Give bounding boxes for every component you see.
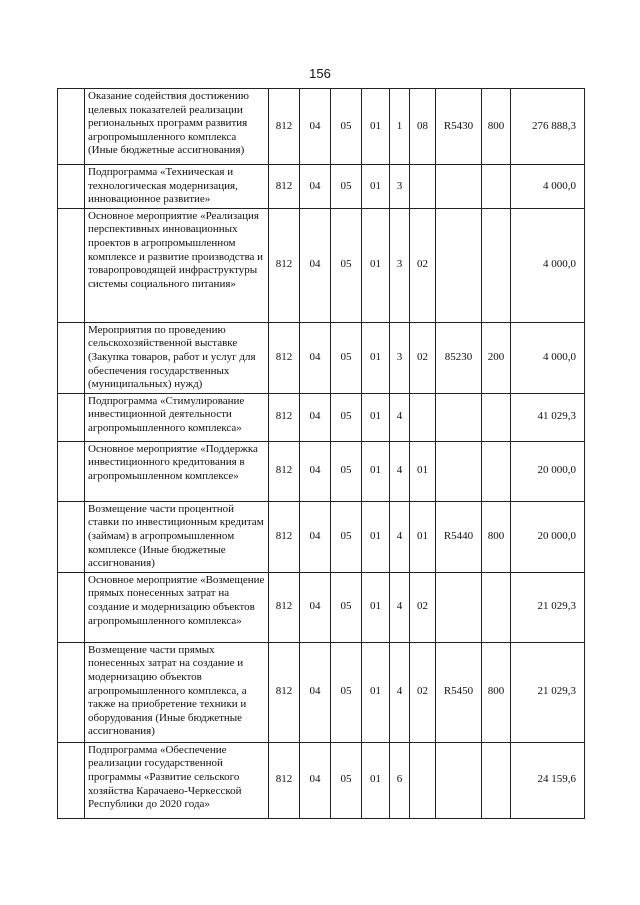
expense-type-code bbox=[482, 393, 511, 441]
direction-code bbox=[436, 572, 482, 642]
program-code: 01 bbox=[362, 441, 390, 501]
subprogram-code: 3 bbox=[390, 208, 410, 322]
row-amount: 20 000,0 bbox=[511, 501, 585, 572]
subprogram-code: 4 bbox=[390, 393, 410, 441]
row-name: Возмещение части прямых понесенных затрат на создание и модернизацию объектов агропромышленного комплекса, а также на приобретение техники и оборудования (Иные бюджетные ассигнования) bbox=[85, 642, 269, 742]
row-margin-cell bbox=[58, 441, 85, 501]
row-margin-cell bbox=[58, 393, 85, 441]
subprogram-code: 4 bbox=[390, 572, 410, 642]
program-code: 01 bbox=[362, 165, 390, 209]
ministry-code: 812 bbox=[269, 501, 300, 572]
row-name: Подпрограмма «Техническая и технологическая модернизация, инновационное развитие» bbox=[85, 165, 269, 209]
subsection-code: 05 bbox=[331, 642, 362, 742]
expense-type-code bbox=[482, 742, 511, 818]
table-row bbox=[58, 322, 585, 393]
event-code: 01 bbox=[410, 501, 436, 572]
subsection-code: 05 bbox=[331, 165, 362, 209]
row-name: Основное мероприятие «Реализация перспективных инновационных проектов в агропромышленном комплексе и развитие производства и товаропроводящей инфраструктуры системы социального питания» bbox=[85, 208, 269, 322]
ministry-code: 812 bbox=[269, 572, 300, 642]
section-code: 04 bbox=[300, 89, 331, 165]
direction-code bbox=[436, 165, 482, 209]
row-amount: 276 888,3 bbox=[511, 89, 585, 165]
row-amount: 21 029,3 bbox=[511, 572, 585, 642]
ministry-code: 812 bbox=[269, 393, 300, 441]
row-name: Возмещение части процентной ставки по инвестиционным кредитам (займам) в агропромышленном комплексе (Иные бюджетные ассигнования) bbox=[85, 501, 269, 572]
event-code: 02 bbox=[410, 642, 436, 742]
subprogram-code: 4 bbox=[390, 441, 410, 501]
section-code: 04 bbox=[300, 208, 331, 322]
direction-code: R5430 bbox=[436, 89, 482, 165]
direction-code bbox=[436, 393, 482, 441]
expense-type-code bbox=[482, 165, 511, 209]
section-code: 04 bbox=[300, 393, 331, 441]
direction-code: R5440 bbox=[436, 501, 482, 572]
row-amount: 21 029,3 bbox=[511, 642, 585, 742]
table-row bbox=[58, 165, 585, 209]
row-amount: 41 029,3 bbox=[511, 393, 585, 441]
program-code: 01 bbox=[362, 742, 390, 818]
event-code bbox=[410, 165, 436, 209]
event-code: 08 bbox=[410, 89, 436, 165]
table-row bbox=[58, 742, 585, 818]
expense-type-code bbox=[482, 441, 511, 501]
subsection-code: 05 bbox=[331, 441, 362, 501]
section-code: 04 bbox=[300, 441, 331, 501]
section-code: 04 bbox=[300, 742, 331, 818]
subprogram-code: 4 bbox=[390, 501, 410, 572]
program-code: 01 bbox=[362, 322, 390, 393]
row-margin-cell bbox=[58, 208, 85, 322]
subsection-code: 05 bbox=[331, 501, 362, 572]
row-margin-cell bbox=[58, 642, 85, 742]
row-amount: 20 000,0 bbox=[511, 441, 585, 501]
section-code: 04 bbox=[300, 572, 331, 642]
table-row bbox=[58, 89, 585, 165]
row-name: Основное мероприятие «Возмещение прямых понесенных затрат на создание и модернизацию объектов агропромышленного комплекса» bbox=[85, 572, 269, 642]
row-name: Подпрограмма «Стимулирование инвестиционной деятельности агропромышленного комплекса» bbox=[85, 393, 269, 441]
row-amount: 24 159,6 bbox=[511, 742, 585, 818]
program-code: 01 bbox=[362, 501, 390, 572]
event-code: 02 bbox=[410, 208, 436, 322]
event-code bbox=[410, 742, 436, 818]
program-code: 01 bbox=[362, 393, 390, 441]
subprogram-code: 1 bbox=[390, 89, 410, 165]
row-amount: 4 000,0 bbox=[511, 322, 585, 393]
ministry-code: 812 bbox=[269, 208, 300, 322]
expense-type-code bbox=[482, 572, 511, 642]
subsection-code: 05 bbox=[331, 89, 362, 165]
event-code: 01 bbox=[410, 441, 436, 501]
subprogram-code: 4 bbox=[390, 642, 410, 742]
row-margin-cell bbox=[58, 572, 85, 642]
event-code: 02 bbox=[410, 322, 436, 393]
ministry-code: 812 bbox=[269, 89, 300, 165]
row-margin-cell bbox=[58, 742, 85, 818]
subsection-code: 05 bbox=[331, 742, 362, 818]
section-code: 04 bbox=[300, 642, 331, 742]
subsection-code: 05 bbox=[331, 322, 362, 393]
program-code: 01 bbox=[362, 208, 390, 322]
expense-type-code: 800 bbox=[482, 501, 511, 572]
table-row bbox=[58, 501, 585, 572]
ministry-code: 812 bbox=[269, 165, 300, 209]
expense-type-code: 200 bbox=[482, 322, 511, 393]
row-margin-cell bbox=[58, 322, 85, 393]
program-code: 01 bbox=[362, 572, 390, 642]
subprogram-code: 3 bbox=[390, 165, 410, 209]
ministry-code: 812 bbox=[269, 742, 300, 818]
ministry-code: 812 bbox=[269, 441, 300, 501]
subsection-code: 05 bbox=[331, 572, 362, 642]
program-code: 01 bbox=[362, 642, 390, 742]
table-row bbox=[58, 642, 585, 742]
expense-type-code: 800 bbox=[482, 642, 511, 742]
table-row bbox=[58, 441, 585, 501]
budget-table bbox=[57, 88, 585, 819]
table-row bbox=[58, 393, 585, 441]
ministry-code: 812 bbox=[269, 642, 300, 742]
row-margin-cell bbox=[58, 89, 85, 165]
table-row bbox=[58, 572, 585, 642]
row-margin-cell bbox=[58, 501, 85, 572]
expense-type-code: 800 bbox=[482, 89, 511, 165]
direction-code bbox=[436, 208, 482, 322]
row-name: Подпрограмма «Обеспечение реализации государственной программы «Развитие сельского хозяйства Карачаево-Черкесской Республики до 2020 года» bbox=[85, 742, 269, 818]
program-code: 01 bbox=[362, 89, 390, 165]
row-margin-cell bbox=[58, 165, 85, 209]
row-name: Мероприятия по проведению сельскохозяйственной выставке (Закупка товаров, работ и услуг для обеспечения государственных (муниципальных) нужд) bbox=[85, 322, 269, 393]
section-code: 04 bbox=[300, 322, 331, 393]
expense-type-code bbox=[482, 208, 511, 322]
table-row bbox=[58, 208, 585, 322]
subsection-code: 05 bbox=[331, 208, 362, 322]
row-name: Оказание содействия достижению целевых показателей реализации региональных программ развития агропромышленного комплекса (Иные бюджетные ассигнования) bbox=[85, 89, 269, 165]
ministry-code: 812 bbox=[269, 322, 300, 393]
section-code: 04 bbox=[300, 165, 331, 209]
section-code: 04 bbox=[300, 501, 331, 572]
page-number: 156 bbox=[309, 66, 331, 81]
row-amount: 4 000,0 bbox=[511, 208, 585, 322]
subprogram-code: 3 bbox=[390, 322, 410, 393]
event-code bbox=[410, 393, 436, 441]
direction-code bbox=[436, 742, 482, 818]
subsection-code: 05 bbox=[331, 393, 362, 441]
row-amount: 4 000,0 bbox=[511, 165, 585, 209]
direction-code: 85230 bbox=[436, 322, 482, 393]
subprogram-code: 6 bbox=[390, 742, 410, 818]
event-code: 02 bbox=[410, 572, 436, 642]
direction-code bbox=[436, 441, 482, 501]
direction-code: R5450 bbox=[436, 642, 482, 742]
row-name: Основное мероприятие «Поддержка инвестиционного кредитования в агропромышленном комплексе» bbox=[85, 441, 269, 501]
